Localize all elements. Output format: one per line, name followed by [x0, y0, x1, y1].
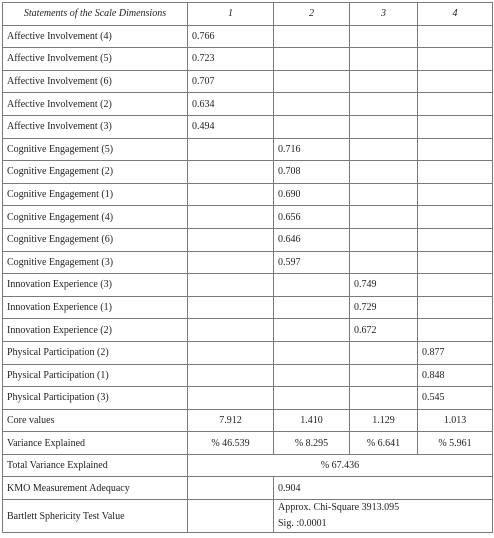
factor-loadings-table: [2, 2, 493, 533]
empty-cell: [418, 115, 493, 138]
empty-cell: [274, 48, 350, 71]
bartlett-label: Bartlett Sphericity Test Value: [3, 500, 188, 533]
empty-cell: [350, 206, 418, 229]
statement-label: Cognitive Engagement (4): [3, 206, 188, 229]
statement-label: Innovation Experience (2): [3, 319, 188, 342]
empty-cell: [188, 138, 274, 161]
empty-cell: [274, 364, 350, 387]
empty-cell: [350, 341, 418, 364]
core-value-4: 1.013: [418, 409, 493, 432]
bartlett-row: [3, 500, 493, 533]
loading-value: 0.672: [350, 319, 418, 342]
loading-value: 0.766: [188, 25, 274, 48]
empty-cell: [188, 364, 274, 387]
variance-value-1: % 46.539: [188, 432, 274, 455]
statement-label: Affective Involvement (3): [3, 115, 188, 138]
empty-cell: [418, 25, 493, 48]
empty-cell: [350, 387, 418, 410]
empty-cell: [188, 251, 274, 274]
core-value-3: 1.129: [350, 409, 418, 432]
empty-cell: [418, 161, 493, 184]
total-variance-row: [3, 454, 493, 477]
empty-cell: [418, 48, 493, 71]
empty-cell: [350, 138, 418, 161]
empty-cell: [418, 183, 493, 206]
variance-explained-row: [3, 432, 493, 455]
empty-cell: [274, 25, 350, 48]
loading-value: 0.708: [274, 161, 350, 184]
statement-label: Physical Participation (1): [3, 364, 188, 387]
loading-value: 0.545: [418, 387, 493, 410]
loading-value: 0.848: [418, 364, 493, 387]
statement-label: Physical Participation (3): [3, 387, 188, 410]
empty-cell: [274, 387, 350, 410]
statement-label: Affective Involvement (5): [3, 48, 188, 71]
loading-value: 0.729: [350, 296, 418, 319]
empty-cell: [418, 296, 493, 319]
empty-cell: [274, 341, 350, 364]
statement-label: Cognitive Engagement (3): [3, 251, 188, 274]
empty-cell: [350, 183, 418, 206]
table-row: [3, 70, 493, 93]
table-row: [3, 115, 493, 138]
statement-label: Cognitive Engagement (6): [3, 228, 188, 251]
empty-cell: [350, 25, 418, 48]
bartlett-value: [274, 500, 493, 533]
loading-value: 0.749: [350, 274, 418, 297]
empty-cell: [274, 319, 350, 342]
empty-cell: [274, 93, 350, 116]
summary-body: [3, 409, 493, 532]
empty-cell: [418, 274, 493, 297]
empty-cell: [188, 296, 274, 319]
loading-value: 0.656: [274, 206, 350, 229]
empty-cell: [418, 93, 493, 116]
variance-value-2: % 8.295: [274, 432, 350, 455]
header-col-2: 2: [274, 3, 350, 26]
table-row: [3, 206, 493, 229]
header-col-4: 4: [418, 3, 493, 26]
loadings-body: [3, 25, 493, 409]
table-row: [3, 387, 493, 410]
bartlett-chi-square: Approx. Chi-Square 3913.095: [278, 502, 400, 514]
variance-value-3: % 6.641: [350, 432, 418, 455]
header-statements: Statements of the Scale Dimensions: [3, 3, 188, 26]
kmo-row: [3, 477, 493, 500]
total-variance-label: Total Variance Explained: [3, 454, 188, 477]
statement-label: Affective Involvement (2): [3, 93, 188, 116]
empty-cell: [188, 387, 274, 410]
empty-cell: [188, 319, 274, 342]
loading-value: 0.690: [274, 183, 350, 206]
empty-cell: [350, 115, 418, 138]
kmo-value: 0.904: [274, 477, 493, 500]
table-row: [3, 319, 493, 342]
empty-cell: [274, 115, 350, 138]
statement-label: Cognitive Engagement (5): [3, 138, 188, 161]
empty-cell: [350, 251, 418, 274]
table-row: [3, 274, 493, 297]
core-values-label: Core values: [3, 409, 188, 432]
empty-cell: [350, 228, 418, 251]
statement-label: Cognitive Engagement (2): [3, 161, 188, 184]
loading-value: 0.723: [188, 48, 274, 71]
bartlett-empty-cell: [188, 500, 274, 533]
statement-label: Affective Involvement (4): [3, 25, 188, 48]
table-row: [3, 161, 493, 184]
statement-label: Innovation Experience (1): [3, 296, 188, 319]
table-row: [3, 341, 493, 364]
empty-cell: [418, 251, 493, 274]
table-row: [3, 296, 493, 319]
loading-value: 0.494: [188, 115, 274, 138]
loading-value: 0.716: [274, 138, 350, 161]
empty-cell: [350, 364, 418, 387]
table-row: [3, 183, 493, 206]
empty-cell: [418, 138, 493, 161]
variance-value-4: % 5.961: [418, 432, 493, 455]
core-value-1: 7.912: [188, 409, 274, 432]
core-value-2: 1.410: [274, 409, 350, 432]
loading-value: 0.634: [188, 93, 274, 116]
variance-explained-label: Variance Explained: [3, 432, 188, 455]
statement-label: Innovation Experience (3): [3, 274, 188, 297]
empty-cell: [188, 183, 274, 206]
empty-cell: [274, 70, 350, 93]
kmo-label: KMO Measurement Adequacy: [3, 477, 188, 500]
table-row: [3, 228, 493, 251]
bartlett-significance: Sig. :0.0001: [278, 518, 327, 530]
empty-cell: [418, 206, 493, 229]
empty-cell: [350, 161, 418, 184]
header-col-1: 1: [188, 3, 274, 26]
table-row: [3, 93, 493, 116]
table-row: [3, 364, 493, 387]
empty-cell: [188, 341, 274, 364]
statement-label: Physical Participation (2): [3, 341, 188, 364]
empty-cell: [274, 296, 350, 319]
kmo-empty-cell: [188, 477, 274, 500]
empty-cell: [188, 161, 274, 184]
statement-label: Affective Involvement (6): [3, 70, 188, 93]
empty-cell: [350, 48, 418, 71]
header-col-3: 3: [350, 3, 418, 26]
empty-cell: [274, 274, 350, 297]
table-row: [3, 25, 493, 48]
table-row: [3, 251, 493, 274]
header-row: [3, 3, 493, 26]
empty-cell: [188, 206, 274, 229]
core-values-row: [3, 409, 493, 432]
empty-cell: [418, 228, 493, 251]
loading-value: 0.877: [418, 341, 493, 364]
loading-value: 0.646: [274, 228, 350, 251]
loading-value: 0.707: [188, 70, 274, 93]
empty-cell: [350, 70, 418, 93]
empty-cell: [188, 228, 274, 251]
loading-value: 0.597: [274, 251, 350, 274]
total-variance-value: % 67.436: [188, 454, 493, 477]
table-row: [3, 48, 493, 71]
table-row: [3, 138, 493, 161]
empty-cell: [418, 70, 493, 93]
empty-cell: [350, 93, 418, 116]
empty-cell: [418, 319, 493, 342]
statement-label: Cognitive Engagement (1): [3, 183, 188, 206]
empty-cell: [188, 274, 274, 297]
